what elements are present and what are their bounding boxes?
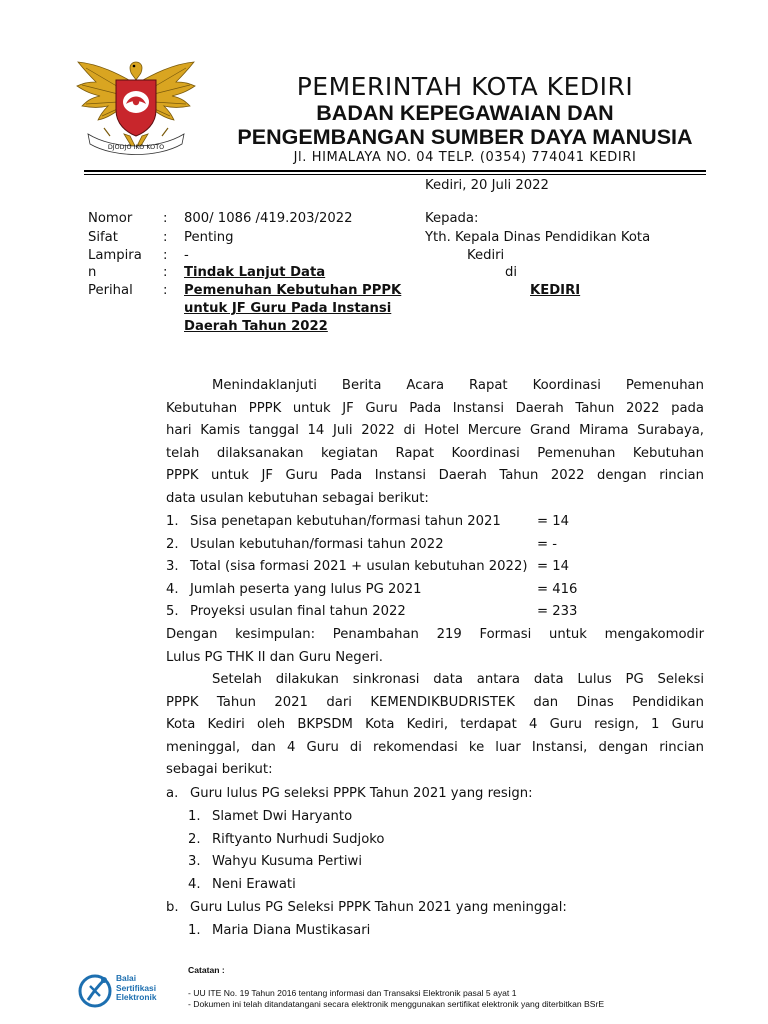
perihal-line: Tindak Lanjut Data (184, 265, 326, 280)
person-name: Neni Erawati (212, 877, 296, 892)
item-value: = 416 (537, 582, 578, 597)
paragraph-line: meninggal, dan 4 Guru di rekomendasi ke luar Instansi, dengan rincian (166, 739, 704, 755)
perihal-line: Pemenuhan Kebutuhan PPPK (184, 283, 402, 298)
footer-catatan-label: Catatan : (188, 965, 225, 975)
name-list-item (188, 806, 352, 829)
paragraph-line: PPPK Tahun 2021 dari KEMENDIKBUDRISTEK dan Dinas Pendidikan (166, 694, 704, 710)
item-value: = - (537, 537, 558, 552)
bse-label-line: Sertifikasi (116, 982, 157, 993)
nomor-label: Nomor (88, 211, 133, 226)
item-text: Jumlah peserta yang lulus PG 2021 (190, 582, 422, 597)
colon: : (163, 248, 168, 263)
header-agency-line2: PENGEMBANGAN SUMBER DAYA MANUSIA (237, 125, 693, 149)
item-number: 1. (188, 923, 201, 938)
item-text: Usulan kebutuhan/formasi tahun 2022 (190, 537, 444, 552)
name-list-item (188, 920, 370, 943)
section-b-heading (166, 897, 567, 920)
item-value: = 233 (537, 604, 578, 619)
crest-motto-text: DJODJO IKO KOTO (107, 143, 165, 151)
header-agency-line1: BADAN KEPEGAWAIAN DAN (316, 101, 614, 125)
colon: : (163, 265, 168, 280)
item-value: = 14 (537, 559, 570, 574)
item-number: 1. (166, 514, 179, 529)
perihal-line: untuk JF Guru Pada Instansi (184, 301, 392, 316)
paragraph-line: telah dilaksanakan kegiatan Rapat Koordinasi Pemenuhan Kebutuhan (166, 445, 704, 461)
name-list-item (188, 851, 362, 874)
header-government-name: PEMERINTAH KOTA KEDIRI (296, 72, 634, 101)
paragraph-line: Lulus PG THK II dan Guru Negeri. (166, 649, 383, 665)
letter-date: Kediri, 20 Juli 2022 (425, 178, 549, 193)
person-name: Wahyu Kusuma Pertiwi (212, 854, 362, 869)
item-text: Proyeksi usulan final tahun 2022 (190, 604, 406, 619)
item-value: = 14 (537, 514, 570, 529)
person-name: Riftyanto Nurhudi Sudjoko (212, 832, 385, 847)
colon: : (163, 211, 168, 226)
header-divider-thick (84, 170, 706, 172)
numbered-item (166, 556, 527, 579)
numbered-item (166, 601, 406, 624)
section-label: a. (166, 786, 179, 801)
recipient-kepada: Kepada: (425, 211, 479, 226)
paragraph-line: PPPK untuk JF Guru Pada Instansi Daerah Tahun 2022 dengan rincian (166, 468, 704, 484)
garuda-crest-logo (74, 54, 198, 166)
footer-note-1: - UU ITE No. 19 Tahun 2016 tentang informasi dan Transaksi Elektronik pasal 5 ayat 1 (188, 988, 517, 998)
person-name: Maria Diana Mustikasari (212, 923, 371, 938)
numbered-item (166, 579, 422, 602)
colon: : (163, 283, 168, 298)
recipient-yth: Yth. Kepala Dinas Pendidikan Kota (425, 230, 651, 245)
item-number: 2. (166, 537, 179, 552)
name-list-item (188, 829, 385, 852)
item-number: 3. (166, 559, 179, 574)
recipient-place: KEDIRI (530, 283, 581, 298)
paragraph-line: hari Kamis tanggal 14 Juli 2022 di Hotel Mercure Grand Mirama Surabaya, (166, 423, 704, 439)
sifat-value: Penting (184, 230, 234, 245)
perihal-label: Perihal (88, 283, 133, 298)
name-list-item (188, 874, 296, 897)
nomor-value: 800/ 1086 /419.203/2022 (184, 211, 353, 226)
numbered-item (166, 511, 501, 534)
paragraph-line: Kebutuhan PPPK untuk JF Guru Pada Instansi Daerah Tahun 2022 pada (166, 400, 704, 416)
item-number: 3. (188, 854, 201, 869)
header-divider-thin (84, 174, 706, 175)
section-a-heading (166, 783, 533, 806)
lampiran-label: Lampira (88, 248, 142, 263)
bse-logo-icon (78, 970, 112, 1012)
bse-label-line: Elektronik (116, 992, 157, 1002)
section-label: b. (166, 900, 179, 915)
recipient-city: Kediri (467, 248, 505, 263)
item-number: 2. (188, 832, 201, 847)
item-number: 1. (188, 809, 201, 824)
sifat-label: Sifat (88, 230, 118, 245)
paragraph-line: data usulan kebutuhan sebagai berikut: (166, 490, 429, 506)
footer-note-2: - Dokumen ini telah ditandatangani secara elektronik menggunakan sertifikat elektronik yang diterbitkan BSrE (188, 999, 605, 1009)
item-number: 4. (188, 877, 201, 892)
bse-label-line: Balai (116, 973, 137, 983)
person-name: Slamet Dwi Haryanto (212, 809, 353, 824)
lampiran-label-wrap: n (88, 265, 97, 280)
item-number: 5. (166, 604, 179, 619)
conclusion-paragraph (166, 624, 704, 669)
paragraph-line: Kota Kediri oleh BKPSDM Kota Kediri, terdapat 4 Guru resign, 1 Guru (166, 717, 704, 733)
section-title: Guru Lulus PG Seleksi PPPK Tahun 2021 yang meninggal: (190, 900, 567, 915)
paragraph-line: sebagai berikut: (166, 762, 273, 778)
paragraph-line: Menindaklanjuti Berita Acara Rapat Koordinasi Pemenuhan (212, 378, 704, 393)
section-title: Guru lulus PG seleksi PPPK Tahun 2021 yang resign: (190, 786, 533, 801)
item-text: Total (sisa formasi 2021 + usulan kebutuhan 2022) (190, 559, 528, 574)
item-number: 4. (166, 582, 179, 597)
perihal-line: Daerah Tahun 2022 (184, 319, 328, 334)
lampiran-value: - (184, 248, 189, 263)
paragraph-line: Setelah dilakukan sinkronasi data antara data Lulus PG Seleksi (212, 672, 704, 687)
paragraph-1 (166, 375, 704, 511)
header-address: Jl. HIMALAYA NO. 04 TELP. (0354) 774041 KEDIRI (293, 150, 637, 165)
item-text: Sisa penetapan kebutuhan/formasi tahun 2021 (190, 514, 501, 529)
paragraph-2 (166, 669, 704, 782)
numbered-item (166, 534, 444, 557)
paragraph-line: Dengan kesimpulan: Penambahan 219 Formasi untuk mengakomodir (166, 627, 704, 642)
colon: : (163, 230, 168, 245)
recipient-di: di (505, 265, 518, 280)
